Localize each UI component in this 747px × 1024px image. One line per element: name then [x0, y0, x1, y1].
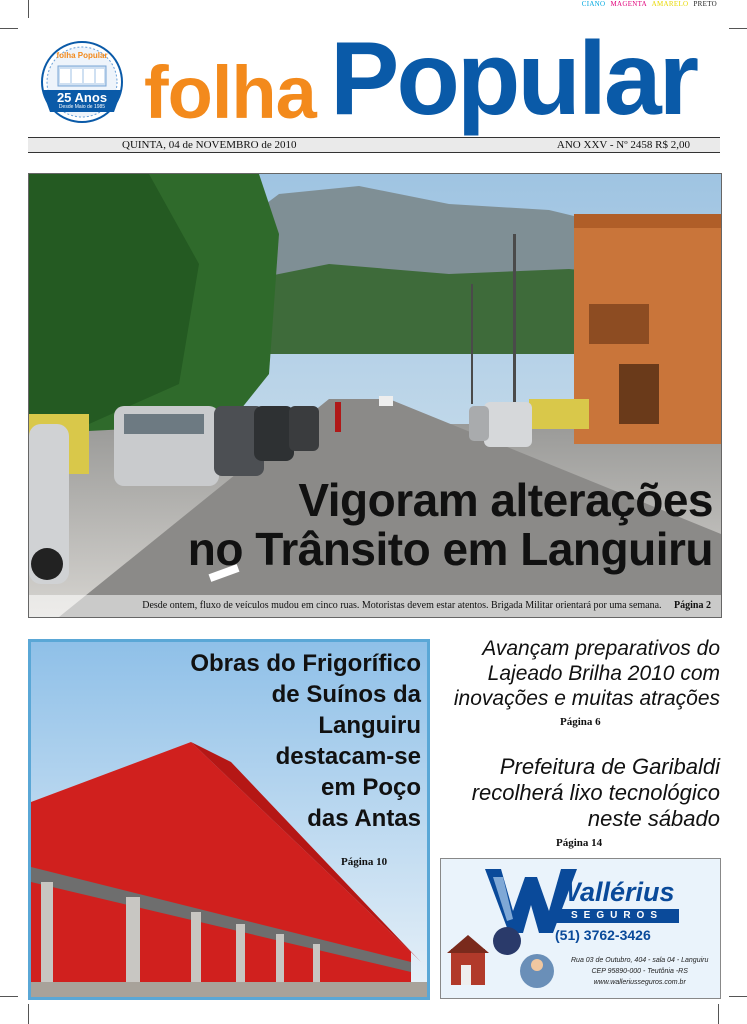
- hero-dek: [29, 595, 721, 617]
- story2-headline: [436, 754, 720, 832]
- story1-headline-line: inovações e muitas atrações: [453, 687, 720, 710]
- edition-info: ANO XXV - Nº 2458 R$ 2,00: [556, 139, 690, 151]
- anniversary-seal: [38, 40, 126, 126]
- hero-page-ref: Página 2: [674, 600, 711, 611]
- ad-brand-sub: SEGUROS: [555, 909, 679, 923]
- feature-headline-line: das Antas: [307, 805, 421, 832]
- feature-headline-line: destacam-se: [275, 743, 421, 770]
- story2-headline-line: recolherá lixo tecnológico: [471, 780, 720, 805]
- ad-brand-name: Wallérius: [555, 877, 675, 907]
- color-black: PRETO: [693, 0, 717, 8]
- ad-contact: [571, 955, 708, 988]
- seal-since: Desde Maio de 1985: [58, 104, 106, 110]
- feature-headline: [121, 648, 421, 834]
- ad-phone: (51) 3762-3426: [555, 927, 651, 943]
- story1-headline: [436, 636, 720, 711]
- issue-date: QUINTA, 04 de NOVEMBRO de 2010: [122, 139, 297, 151]
- masthead-title: [140, 21, 700, 138]
- dateline: [28, 137, 720, 153]
- ad-cep: CEP 95890-000 - Teutônia -RS: [591, 968, 688, 975]
- hero-headline: [63, 476, 713, 574]
- feature-headline-line: Languiru: [318, 712, 421, 739]
- story1-headline-line: Avançam preparativos do: [482, 637, 720, 660]
- hero-dek-text: Desde ontem, fluxo de veículos mudou em cinco ruas. Motoristas devem estar atentos. Brigada Militar orientará por uma semana.: [142, 600, 662, 611]
- story2-headline-line: Prefeitura de Garibaldi: [499, 754, 720, 779]
- masthead-folha: folha: [144, 51, 316, 134]
- feature-headline-line: de Suínos da: [271, 681, 421, 708]
- color-cyan: CIANO: [581, 0, 606, 8]
- advertisement: [440, 858, 721, 999]
- color-yellow: AMARELO: [651, 0, 689, 8]
- feature-headline-line: em Poço: [320, 774, 421, 801]
- story1-page-ref: Página 6: [560, 716, 601, 728]
- color-registration-bar: [579, 0, 717, 8]
- ad-address: Rua 03 de Outubro, 404 - sala 04 - Languiru: [571, 957, 709, 964]
- story2-headline-line: neste sábado: [587, 806, 720, 831]
- story2-page-ref: Página 14: [556, 837, 603, 849]
- hero-headline-line1: Vigoram alterações: [298, 474, 713, 526]
- hero-headline-line2: no Trânsito em Languiru: [187, 523, 713, 575]
- seal-years: 25 Anos: [56, 90, 108, 105]
- masthead-popular: Popular: [330, 21, 697, 137]
- hero-photo: [28, 173, 722, 618]
- feature-page-ref: Página 10: [341, 856, 388, 868]
- feature-headline-line: Obras do Frigorífico: [190, 650, 421, 677]
- seal-brand: folha Popular: [56, 51, 108, 60]
- story1-headline-line: Lajeado Brilha 2010 com: [487, 662, 720, 685]
- color-magenta: MAGENTA: [610, 0, 647, 8]
- feature-story-box: [28, 639, 430, 1000]
- ad-site: www.walleriusseguros.com.br: [593, 979, 686, 986]
